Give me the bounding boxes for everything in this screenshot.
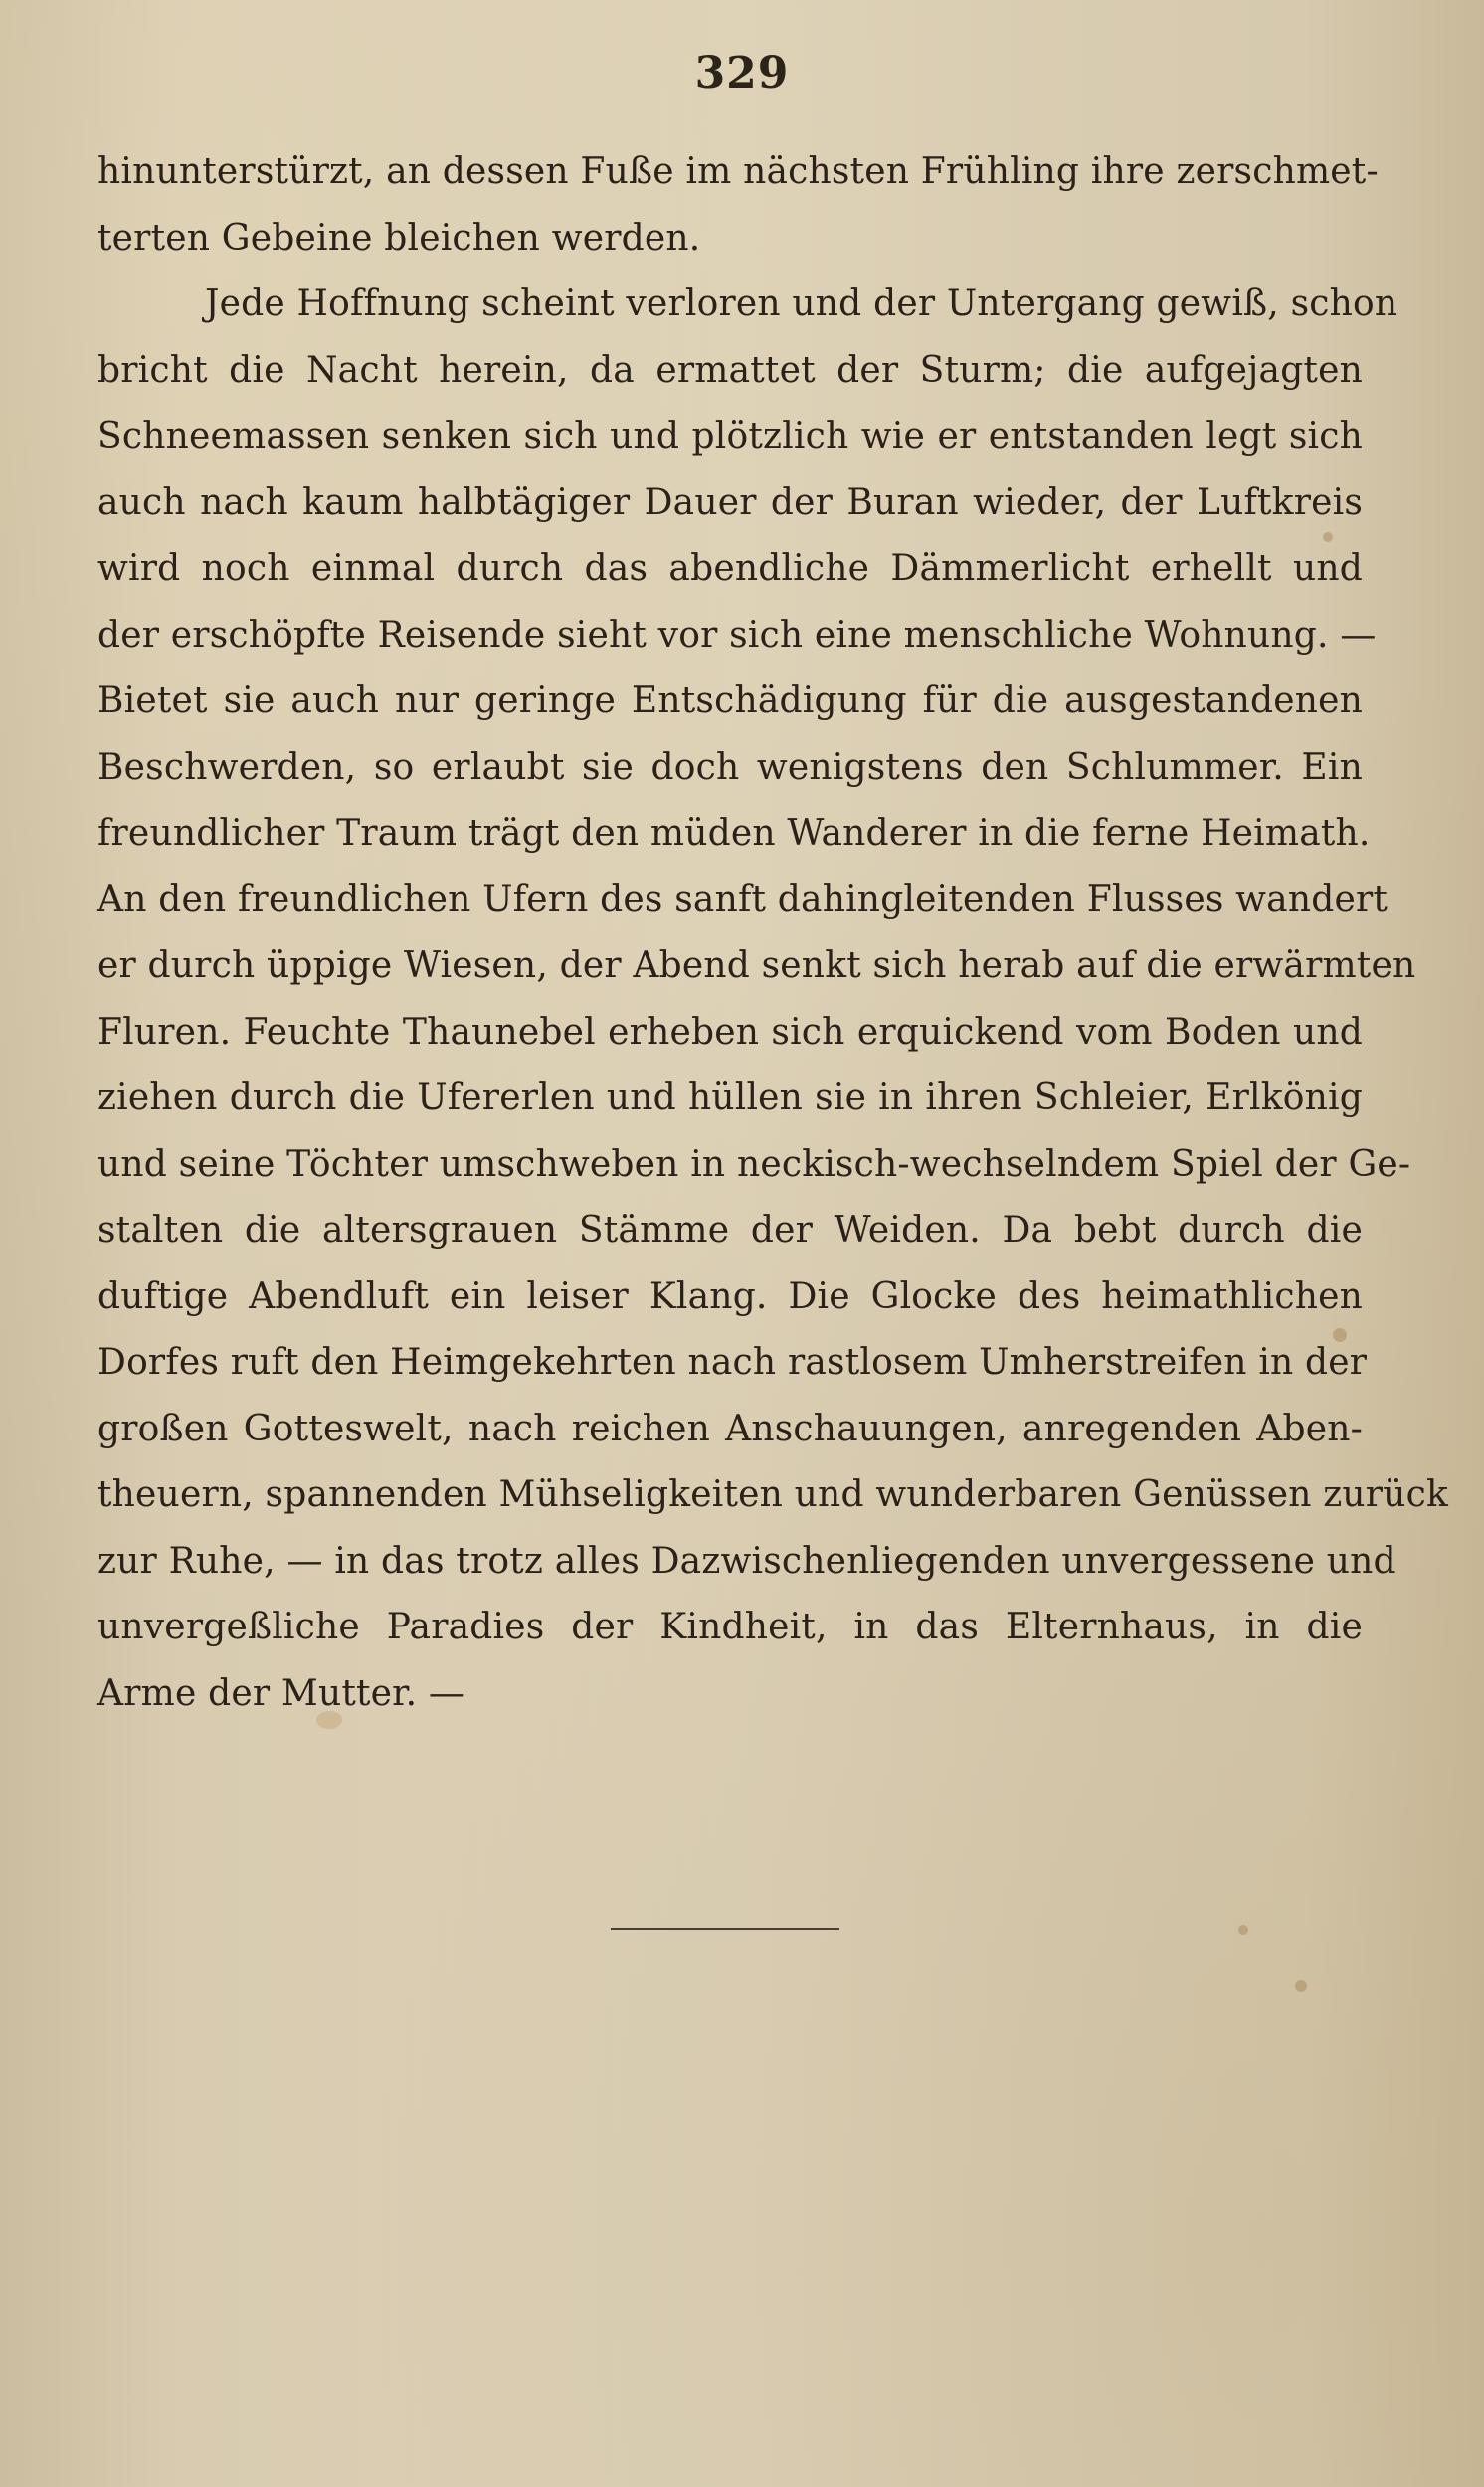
text-line: terten Gebeine bleichen werden.: [97, 217, 701, 259]
text-line: er durch üppige Wiesen, der Abend senkt sich herab auf die erwärmten: [97, 945, 1416, 986]
text-line: stalten die altersgrauen Stämme der Weiden. Da bebt durch die: [97, 1210, 1363, 1250]
text-line: Arme der Mutter. —: [97, 1672, 465, 1714]
body-text: [97, 139, 1448, 1727]
text-line: der erschöpfte Reisende sieht vor sich eine menschliche Wohnung. —: [97, 614, 1377, 656]
text-line: hinunterstürzt, an dessen Fuße im nächsten Frühling ihre zerschmet-: [97, 151, 1379, 192]
text-line: Jede Hoffnung scheint verloren und der Untergang gewiß, schon: [205, 284, 1398, 324]
text-line: Schneemassen senken sich und plötzlich wie er entstanden legt sich: [97, 416, 1363, 457]
text-line: großen Gotteswelt, nach reichen Anschauungen, anregenden Aben-: [97, 1408, 1363, 1449]
text-line: unvergeßliche Paradies der Kindheit, in das Elternhaus, in die: [97, 1607, 1363, 1647]
text-line: auch nach kaum halbtägiger Dauer der Buran wieder, der Luftkreis: [97, 481, 1363, 523]
paper-stain: [1295, 1980, 1307, 1992]
text-line: Fluren. Feuchte Thaunebel erheben sich erquickend vom Boden und: [97, 1011, 1363, 1052]
text-line: Dorfes ruft den Heimgekehrten nach rastlosem Umherstreifen in der: [97, 1342, 1368, 1383]
paper-stain: [1323, 532, 1333, 542]
text-line: Bietet sie auch nur geringe Entschädigung für die ausgestandenen: [97, 680, 1363, 721]
text-line: und seine Töchter umschweben in neckisch-wechselndem Spiel der Ge-: [97, 1143, 1411, 1185]
text-line: zur Ruhe, — in das trotz alles Dazwischenliegenden unvergessene und: [97, 1540, 1396, 1582]
text-line: bricht die Nacht herein, da ermattet der Sturm; die aufgejagten: [97, 349, 1363, 391]
text-line: duftige Abendluft ein leiser Klang. Die Glocke des heimathlichen: [97, 1275, 1363, 1317]
text-line: freundlicher Traum trägt den müden Wanderer in die ferne Heimath.: [97, 813, 1371, 854]
paper-stain: [316, 1711, 342, 1729]
text-line: Beschwerden, so erlaubt sie doch wenigstens den Schlummer. Ein: [97, 746, 1363, 788]
text-line: An den freundlichen Ufern des sanft dahingleitenden Flusses wandert: [97, 878, 1389, 920]
text-line: theuern, spannenden Mühseligkeiten und wunderbaren Genüssen zurück: [97, 1474, 1448, 1515]
paper-stain: [1333, 1328, 1347, 1342]
text-line: ziehen durch die Ufererlen und hüllen sie in ihren Schleier, Erlkönig: [97, 1077, 1363, 1118]
section-divider-rule: [611, 1928, 839, 1930]
page-number: 329: [694, 48, 790, 98]
text-line: wird noch einmal durch das abendliche Dämmerlicht erhellt und: [97, 548, 1363, 589]
paper-stain: [1238, 1925, 1248, 1935]
